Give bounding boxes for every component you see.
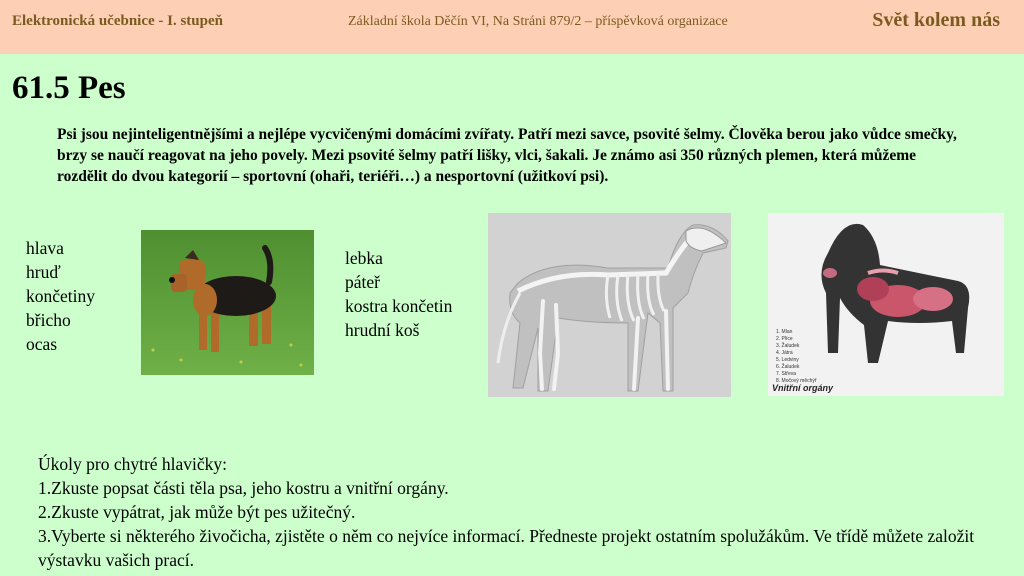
intro-paragraph: Psi jsou nejinteligentnějšími a nejlépe vycvičenými domácími zvířaty. Patří mezi savce, psovité šelmy. Člověka berou jako vůdce smečky, brzy se naučí reagovat na jeho povely. Mezi psovité šelmy patří lišky, vlci, šakali. Je známo asi 350 různých plemen, která můžeme rozdělit do dvou kategorií – sportovní (ohaři, teriéři…) a nesportovní (užitkoví psi). — [57, 126, 957, 185]
task-item: 1.Zkuste popsat části těla psa, jeho kostru a vnitřní orgány. — [38, 478, 449, 498]
list-item: hlava — [26, 238, 64, 258]
organs-caption: Vnitřní orgány — [772, 383, 834, 393]
list-item: páteř — [345, 272, 380, 292]
organ-legend-item: 7. Střeva — [776, 371, 797, 377]
organ-legend-item: 1. Mlan — [776, 329, 793, 335]
header-school-name: Základní škola Děčín VI, Na Stráni 879/2 – příspěvková organizace — [348, 14, 728, 29]
organ-legend-item: 4. Játra — [776, 350, 793, 356]
tasks-section — [38, 452, 998, 572]
organ-legend-item: 5. Ledviny — [776, 357, 799, 363]
dog-photo — [141, 230, 314, 375]
list-item: hrudní koš — [345, 320, 420, 340]
list-item: kostra končetin — [345, 296, 453, 316]
list-item: hruď — [26, 262, 61, 282]
organ-legend-item: 8. Močový měchýř — [776, 378, 817, 384]
body-parts-list — [26, 236, 95, 356]
header-subject: Svět kolem nás — [872, 9, 1000, 31]
task-item: 3.Vyberte si některého živočicha, zjistěte o něm co nejvíce informací. Předneste projekt ostatním spolužákům. Ve třídě můžete založit výstavku vašich prací. — [38, 526, 975, 570]
list-item: ocas — [26, 334, 58, 354]
page-title: 61.5 Pes — [12, 70, 126, 106]
skeleton-parts-list — [345, 246, 452, 342]
tasks-heading: Úkoly pro chytré hlavičky: — [38, 454, 228, 474]
organ-legend-item: 3. Žaludek — [776, 343, 800, 349]
task-item: 2.Zkuste vypátrat, jak může být pes užitečný. — [38, 502, 356, 522]
organ-legend-item: 6. Žaludek — [776, 364, 800, 370]
list-item: končetiny — [26, 286, 96, 306]
organ-legend-item: 2. Plíce — [776, 336, 793, 342]
header-bar — [0, 0, 1024, 54]
header-left-title: Elektronická učebnice - I. stupeň — [12, 13, 223, 29]
list-item: lebka — [345, 248, 383, 268]
dog-skeleton-image — [488, 213, 731, 397]
list-item: břicho — [26, 310, 71, 330]
dog-organs-image — [768, 213, 1004, 396]
